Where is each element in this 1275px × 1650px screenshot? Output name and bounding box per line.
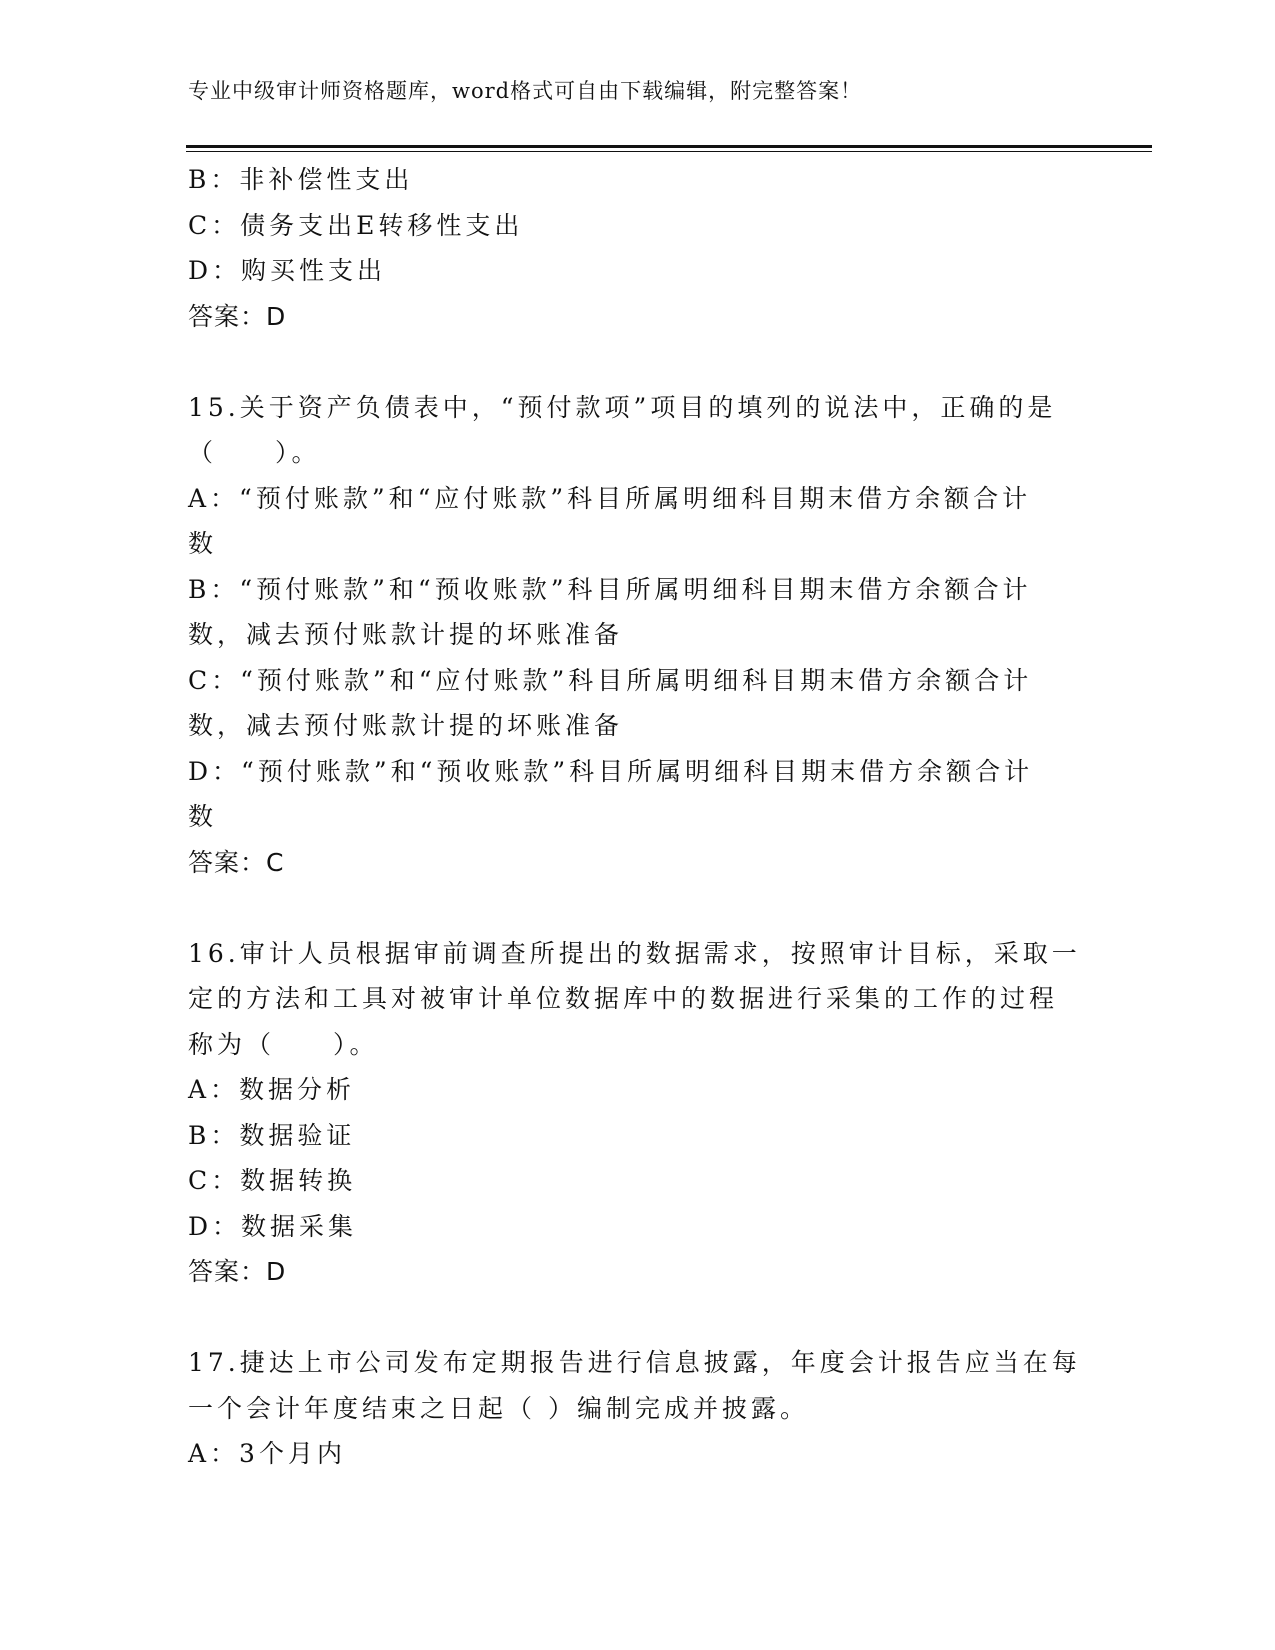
- question-16-stem: 称为（ ）。: [188, 1029, 379, 1059]
- question-16-option-d: D：数据采集: [188, 1211, 358, 1241]
- question-15-stem: （ ）。: [188, 438, 321, 467]
- option-b: B：非补偿性支出: [188, 165, 414, 194]
- page-header: 专业中级审计师资格题库，word格式可自由下载编辑，附完整答案！: [188, 79, 863, 103]
- question-15-option-a: A：“预付账款”和“应付账款”科目所属明细科目期末借方余额合计: [188, 483, 1032, 513]
- question-15-option-b: 数，减去预付账款计提的坏账准备: [188, 620, 624, 649]
- header-rule-thin: [186, 151, 1152, 152]
- spacer: [188, 1295, 1088, 1341]
- question-15-stem: 15.关于资产负债表中，“预付款项”项目的填列的说法中，正确的是: [188, 392, 1057, 422]
- question-17-option-a: A：3个月内: [188, 1439, 346, 1468]
- question-15-option-a: 数: [188, 529, 218, 558]
- question-15-option-b: B：“预付账款”和“预收账款”科目所属明细科目期末借方余额合计: [188, 574, 1032, 604]
- question-16-option-b: B：数据验证: [188, 1120, 356, 1150]
- question-17-stem: 一个会计年度结束之日起（ ）编制完成并披露。: [188, 1393, 809, 1423]
- question-16-stem: 定的方法和工具对被审计单位数据库中的数据进行采集的工作的过程: [188, 984, 1059, 1013]
- option-d: D：购买性支出: [188, 256, 387, 285]
- question-16-option-a: A：数据分析: [188, 1075, 356, 1104]
- spacer: [188, 885, 1088, 931]
- question-17-stem: 17.捷达上市公司发布定期报告进行信息披露，年度会计报告应当在每: [188, 1348, 1081, 1377]
- spacer: [188, 339, 1088, 385]
- header-rule-thick: [186, 145, 1152, 148]
- question-15-option-d: 数: [188, 802, 218, 831]
- answer-line: 答案：D: [188, 301, 287, 331]
- option-c: C：债务支出E转移性支出: [188, 210, 524, 240]
- question-16-stem: 16.审计人员根据审前调查所提出的数据需求，按照审计目标，采取一: [188, 938, 1081, 968]
- question-content: [188, 157, 1088, 1477]
- question-15-answer: 答案：C: [188, 847, 285, 877]
- question-16-answer: 答案：D: [188, 1257, 287, 1286]
- question-15-option-c: 数，减去预付账款计提的坏账准备: [188, 711, 624, 740]
- question-16-option-c: C：数据转换: [188, 1166, 357, 1195]
- question-15-option-c: C：“预付账款”和“应付账款”科目所属明细科目期末借方余额合计: [188, 665, 1033, 695]
- question-15-option-d: D：“预付账款”和“预收账款”科目所属明细科目期末借方余额合计: [188, 756, 1034, 786]
